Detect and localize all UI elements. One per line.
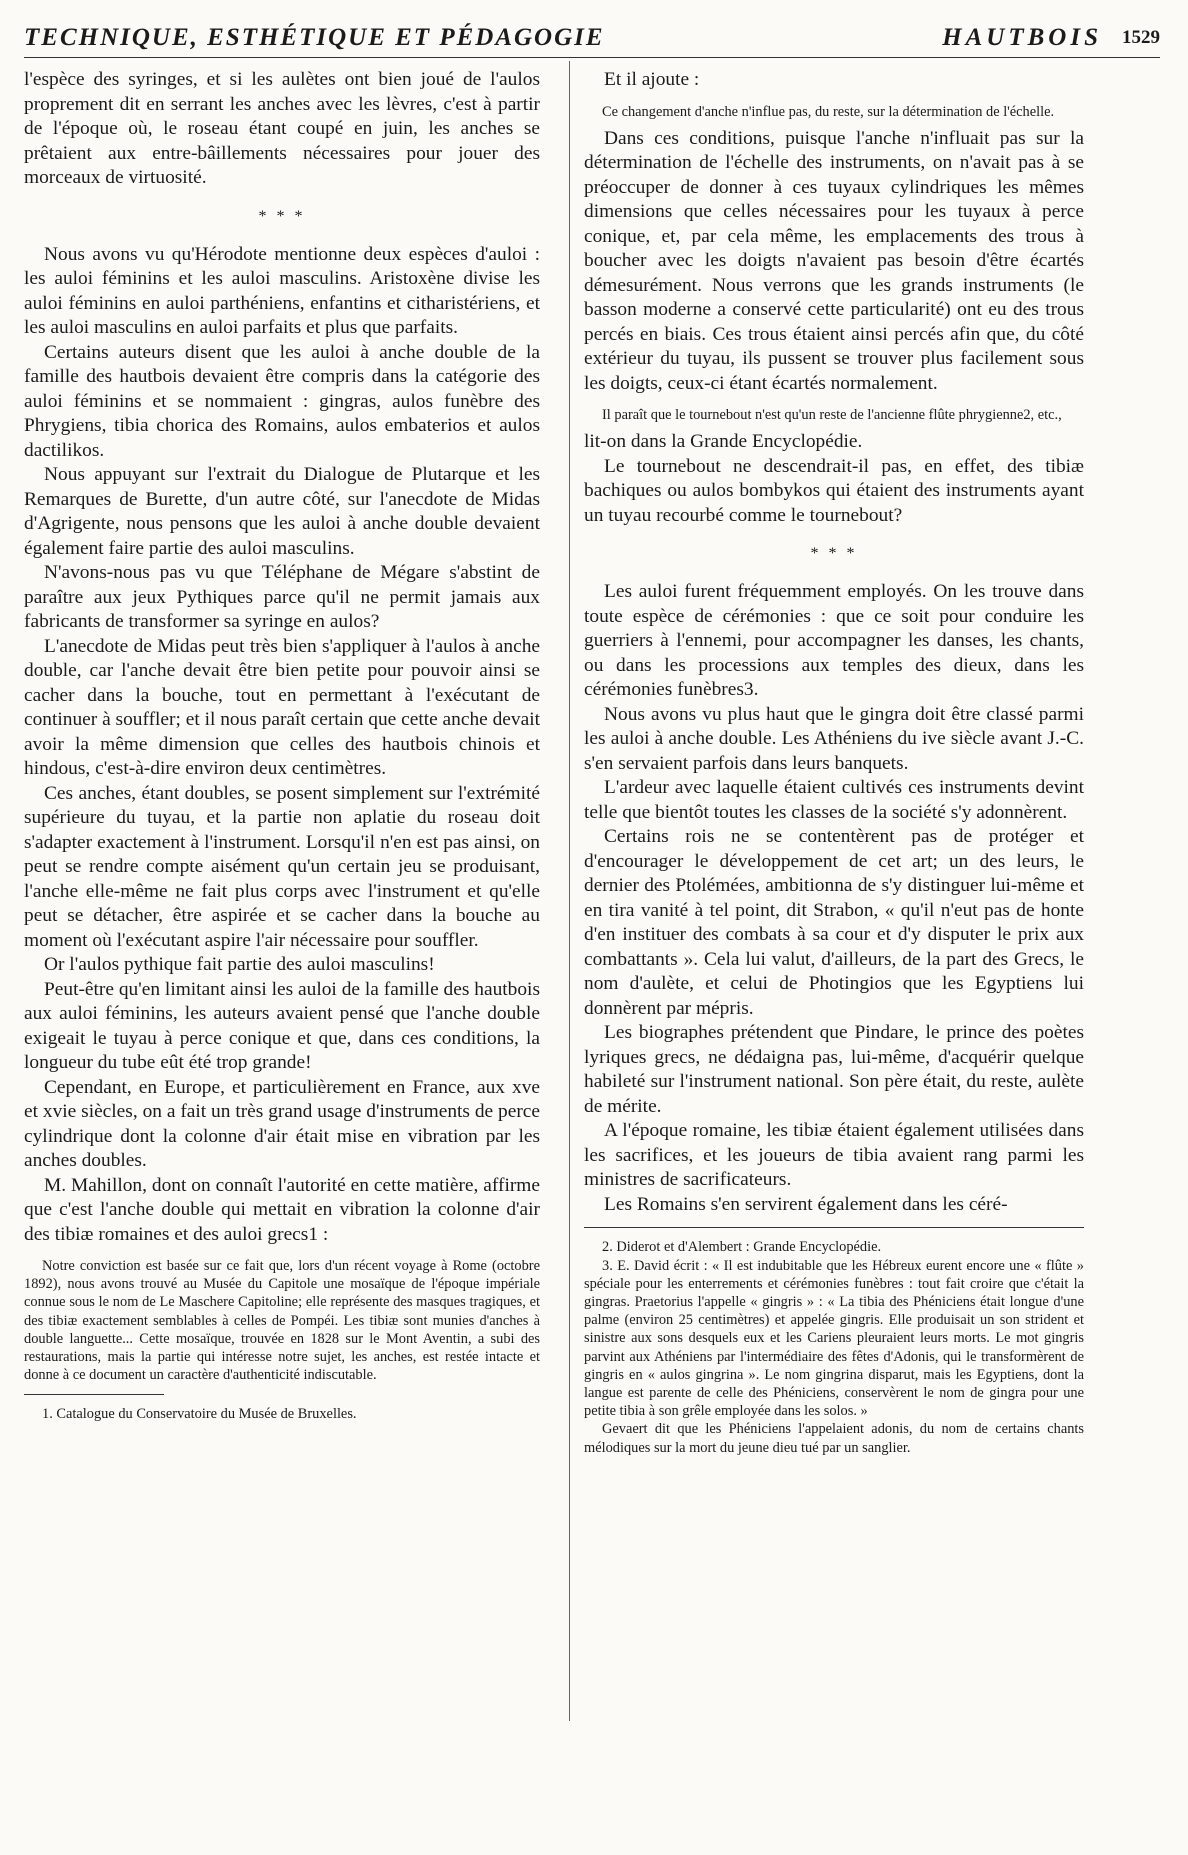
- paragraph: Et il ajoute :: [604, 69, 700, 90]
- footnote: 3. E. David écrit : « Il est indubitable que les Hébreux eurent encore une « flûte » spéciale pour les enterrements et cérémonies funèbres : tout fait croire que c'était la gingras. Praetorius l'appelle « gingris » : « La tibia des Phéniciens était longue d'une palme (environ 25 centimètres) et appelée gingris. Elle produisait un son strident et sinistre aux sons desquels eux et les Cariens pleuraient leurs morts. Le mot gingris parvint aux Athéniens par l'intermédiaire des fêtes d'Adonis, qui le transformèrent de gingris en « aulos gingrina ». Le nom gingrina disparut, mais les Egyptiens, dont la langue est parente de celle des Phéniciens, conservèrent le nom de gingra pour une petite tibia à son grêle employée dans les solos. »: [584, 1257, 1084, 1420]
- running-title: TECHNIQUE, ESTHÉTIQUE ET PÉDAGOGIE: [24, 24, 605, 51]
- paragraph: Le tournebout ne descendrait-il pas, en effet, des tibiæ bachiques ou aulos bombykos qui étaient des instruments ayant un tuyau recourbé comme le tournebout?: [584, 455, 1084, 526]
- paragraph: A l'époque romaine, les tibiæ étaient également utilisées dans les sacrifices, et les joueurs de tibia avaient rang parmi les ministres de sacrificateurs.: [584, 1120, 1084, 1191]
- column-divider: [569, 61, 570, 1721]
- paragraph: Dans ces conditions, puisque l'anche n'influait pas sur la détermination de l'échelle des instruments, on n'avait pas à se préoccuper de donner à ces tuyaux cylindriques les mêmes dimensions que celles nécessaires pour les tuyaux à perce conique, et, par cela même, les emplacements des trous à boucher avec les doigts n'avaient pas besoin d'être écartés démesurément. Nous verrons que les grands instruments (le basson moderne a conservé cette particularité) ont eu des trous percés en biais. Ces trous étaient ainsi percés afin que, du côté extérieur du tuyau, ils pussent se trouver plus facilement sous les doigts, ceux-ci étant écartés normalement.: [584, 127, 1084, 394]
- page-number: 1529: [1122, 27, 1160, 48]
- paragraph: Nous appuyant sur l'extrait du Dialogue de Plutarque et les Remarques de Burette, d'un autre côté, sur l'anecdote de Midas d'Agrigente, nous pensons que les auloi à anche double devaient également faire partie des auloi masculins.: [24, 464, 540, 559]
- paragraph: Cependant, en Europe, et particulièrement en France, aux xve et xvie siècles, on a fait un très grand usage d'instruments de perce cylindrique dont la colonne d'air était mise en vibration par les anches doubles.: [24, 1076, 540, 1171]
- paragraph: Certains auteurs disent que les auloi à anche double de la famille des hautbois devaient être compris dans la catégorie des auloi féminins et se nommaient : gingras, aulos funèbre des Phrygiens, tibia chorica des Romains, aulos embaterios et aulos dactilikos.: [24, 341, 540, 461]
- section-separator: * * *: [810, 545, 858, 563]
- paragraph: Certains rois ne se contentèrent pas de protéger et d'encourager le développement de cet art; un des leurs, le dernier des Ptolémées, ambitionna de s'y distinguer lui-même et en tira vanité à tel point, dit Strabon, « qu'il n'eut pas de honte d'en instituer des combats à sa cour et d'y disputer le prix aux combattants ». Cela lui valut, d'ailleurs, de la part des Grecs, le nom d'aulète, et celui de Photingios que les Egyptiens lui donnèrent par mépris.: [584, 826, 1084, 1019]
- footnote: Gevaert dit que les Phéniciens l'appelaient adonis, du nom de certains chants mélodiques sur la mort du jeune dieu tué par un sanglier.: [584, 1421, 1084, 1456]
- right-column: [584, 68, 1084, 1457]
- paragraph: Les Romains s'en servirent également dans les céré-: [604, 1193, 1008, 1215]
- block-quote: Il paraît que le tournebout n'est qu'un reste de l'ancienne flûte phrygienne2, etc.,: [602, 407, 1062, 424]
- block-quote: Notre conviction est basée sur ce fait que, lors d'un récent voyage à Rome (octobre 1892), nous avons trouvé au Musée du Capitole une mosaïque de l'époque impériale connue sous le nom de Le Maschere Capitoline; elle représente des masques tragiques, et des tibiæ exactement semblables à celles de Pompéi. Les tibiæ sont munies d'anches à double languette... Cette mosaïque, trouvée en 1828 sur le Mont Aventin, a subi des restaurations, mais la partie qui intéresse notre sujet, les anches, est restée intacte et donne à ce document un caractère d'authenticité indiscutable.: [24, 1258, 540, 1384]
- paragraph: Peut-être qu'en limitant ainsi les auloi de la famille des hautbois aux auloi féminins, les auteurs avaient pensé que l'anche double exigeait le tuyau à perce conique et que, dans ces conditions, la longueur du tube eût été trop grande!: [24, 978, 540, 1073]
- paragraph: L'anecdote de Midas peut très bien s'appliquer à l'aulos à anche double, car l'anche devait être bien petite pour pouvoir ainsi se cacher dans la bouche, tout en permettant à l'exécutant de continuer à souffler; et il nous paraît certain que cette anche devait avoir la même dimension que celles des hautbois chinois et hindous, c'est-à-dire environ deux centimètres.: [24, 635, 540, 779]
- left-column: [24, 68, 540, 1424]
- footnote: 1. Catalogue du Conservatoire du Musée de Bruxelles.: [42, 1406, 357, 1423]
- section-separator: * * *: [258, 207, 306, 225]
- paragraph: M. Mahillon, dont on connaît l'autorité en cette matière, affirme que c'est l'anche double qui mettait en vibration la colonne d'air des tibiæ romaines et des auloi grecs1 :: [24, 1174, 540, 1245]
- footnote-rule: [584, 1227, 1084, 1228]
- footnote-rule: [24, 1394, 164, 1395]
- paragraph: lit-on dans la Grande Encyclopédie.: [584, 431, 863, 453]
- paragraph: L'ardeur avec laquelle étaient cultivés ces instruments devint telle que bientôt toutes les classes de la société s'y adonnèrent.: [584, 777, 1084, 823]
- header-rule: [24, 57, 1160, 58]
- paragraph: Or l'aulos pythique fait partie des auloi masculins!: [44, 954, 435, 975]
- block-quote: Ce changement d'anche n'influe pas, du reste, sur la détermination de l'échelle.: [602, 103, 1055, 120]
- paragraph: Nous avons vu plus haut que le gingra doit être classé parmi les auloi à anche double. Les Athéniens du ive siècle avant J.-C. s'en servaient parfois dans leurs banquets.: [584, 703, 1084, 774]
- paragraph: l'espèce des syringes, et si les aulètes ont bien joué de l'aulos proprement dit en serrant les anches avec les lèvres, c'est à partir de l'époque où, le roseau étant coupé en juin, les anches se prêtaient aux entre-bâillements nécessaires pour jouer des morceaux de virtuosité.: [24, 69, 540, 188]
- paragraph: Les auloi furent fréquemment employés. On les trouve dans toute espèce de cérémonies : que ce soit pour conduire les guerriers à l'ennemi, pour accompagner les danses, les chants, ou dans les processions aux temples des dieux, dans les cérémonies funèbres3.: [584, 581, 1084, 701]
- paragraph: Ces anches, étant doubles, se posent simplement sur l'extrémité supérieure du tuyau, et la partie non aplatie du roseau doit s'adapter exactement à l'instrument. Lorsqu'il n'en est pas ainsi, on peut se rendre compte aisément qu'un certain jeu se produisant, l'anche elle-même ne fait plus corps avec l'instrument et qu'elle peut se détacher, être aspirée et se cacher dans la bouche au moment où l'exécutant aspire l'air nécessaire pour souffler.: [24, 782, 540, 951]
- section-title: HAUTBOIS: [942, 24, 1102, 51]
- paragraph: Nous avons vu qu'Hérodote mentionne deux espèces d'auloi : les auloi féminins et les auloi masculins. Aristoxène divise les auloi féminins en auloi parthéniens, enfantins et citharistériens, et les auloi masculins en auloi parfaits et plus que parfaits.: [24, 243, 540, 338]
- footnote: 2. Diderot et d'Alembert : Grande Encyclopédie.: [602, 1239, 882, 1256]
- paragraph: Les biographes prétendent que Pindare, le prince des poètes lyriques grecs, ne dédaigna pas, lui-même, d'acquérir quelque habileté sur l'instrument national. Son père était, du reste, aulète de mérite.: [584, 1022, 1084, 1117]
- page-header: [24, 24, 1160, 60]
- paragraph: N'avons-nous pas vu que Téléphane de Mégare s'abstint de paraître aux jeux Pythiques parce qu'il ne permit jamais aux fabricants de transformer sa syringe en aulos?: [24, 562, 540, 632]
